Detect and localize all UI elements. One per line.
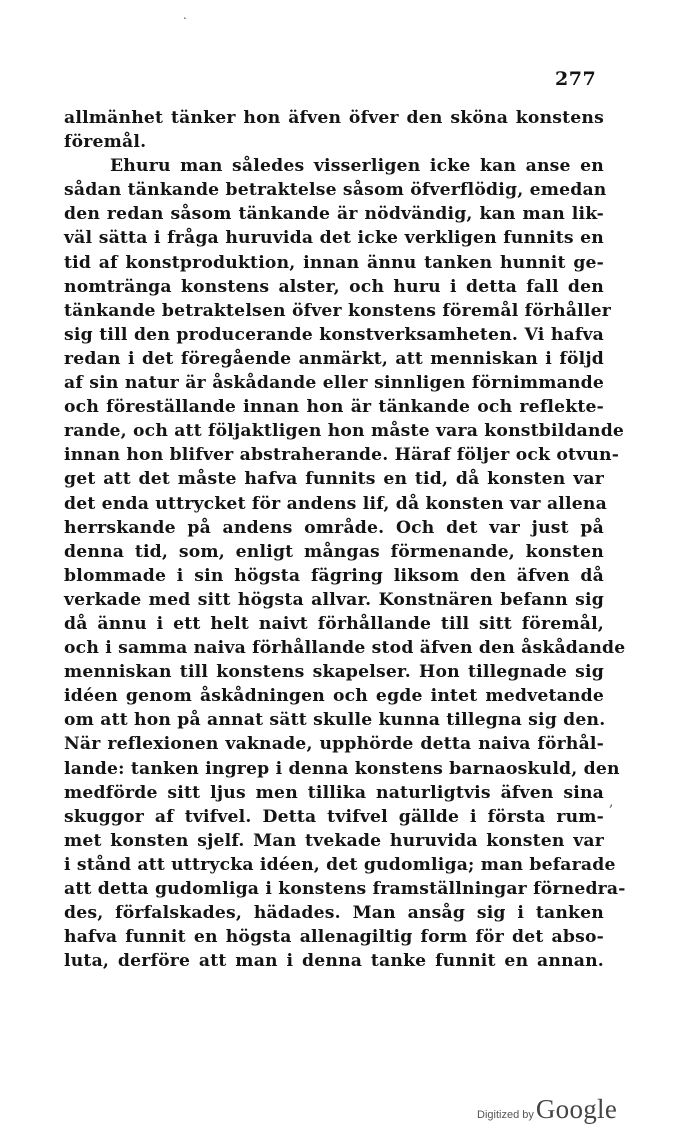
page-number: 277 [555, 68, 597, 90]
text-line: herrskande på andens område. Och det var just på [64, 517, 604, 538]
text-line: skuggor af tvifvel. Detta tvifvel gällde i första rum- [64, 806, 604, 827]
text-line: om att hon på annat sätt skulle kunna tillegna sig den. [64, 710, 606, 731]
text-line: allmänhet tänker hon äfven öfver den sköna konstens [64, 108, 604, 128]
text-line: menniskan till konstens skapelser. Hon tillegnade sig [64, 662, 604, 683]
text-line: get att det måste hafva funnits en tid, då konsten var [64, 469, 604, 490]
text-line: denna tid, som, enligt mångas förmenande, konsten [64, 541, 604, 562]
text-line: rande, och att följaktligen hon måste vara konstbildande [64, 421, 625, 442]
text-line: luta, derföre att man i denna tanke funnit en annan. [64, 951, 604, 972]
text-line: att detta gudomliga i konstens framställningar förnedra- [64, 879, 626, 899]
text-line: tid af konstproduktion, innan ännu tanken hunnit ge- [64, 252, 604, 273]
text-line: met konsten sjelf. Man tvekade huruvida konsten var [64, 830, 604, 851]
text-line: des, förfalskades, hädades. Man ansåg sig i tanken [64, 903, 604, 924]
text-line: Ehuru man således visserligen icke kan anse en [110, 156, 604, 177]
text-line: och föreställande innan hon är tänkande och reflekte- [64, 397, 604, 418]
text-line: sig till den producerande konstverksamheten. Vi hafva [64, 324, 604, 345]
text-line: nomtränga konstens alster, och huru i detta fall den [64, 276, 604, 297]
text-line: medförde sitt ljus men tillika naturligtvis äfven sina [64, 782, 604, 803]
text-line: redan i det föregående anmärkt, att menniskan i följd [64, 348, 604, 369]
text-line: då ännu i ett helt naivt förhållande till sitt föremål, [64, 613, 604, 634]
text-line: verkade med sitt högsta allvar. Konstnären befann sig [64, 589, 604, 610]
text-line: väl sätta i fråga huruvida det icke verkligen funnits en [64, 228, 604, 249]
digitized-by-label: Digitized by [477, 1109, 534, 1121]
text-line: och i samma naiva förhållande stod äfven den åskådande [64, 638, 626, 659]
text-line: lande: tanken ingrep i denna konstens barnaoskuld, den [64, 758, 620, 779]
text-line: den redan såsom tänkande är nödvändig, kan man lik- [64, 204, 604, 225]
text-line: i stånd att uttrycka idéen, det gudomliga; man befarade [64, 854, 616, 875]
text-line: hafva funnit en högsta allenagiltig form för det abso- [64, 927, 604, 948]
text-line: När reflexionen vaknade, upphörde detta naiva förhål- [64, 734, 604, 755]
text-line: af sin natur är åskådande eller sinnligen förnimmande [64, 373, 604, 394]
digitized-footer [477, 1094, 617, 1125]
text-line: det enda uttrycket för andens lif, då konsten var allena [64, 493, 607, 514]
google-logo: Google [535, 1094, 618, 1124]
text-line: tänkande betraktelsen öfver konstens föremål förhåller [64, 300, 612, 321]
margin-mark: , [609, 794, 614, 810]
text-line: idéen genom åskådningen och egde intet medvetande [64, 686, 604, 707]
stray-ink-marks: . [183, 8, 187, 22]
body-text [64, 106, 626, 973]
text-line: blommade i sin högsta fägring liksom den äfven då [64, 565, 604, 586]
text-line: innan hon blifver abstraherande. Häraf följer ock otvun- [64, 445, 620, 466]
text-line: sådan tänkande betraktelse såsom öfverflödig, emedan [64, 180, 607, 201]
text-line: föremål. [64, 132, 147, 153]
